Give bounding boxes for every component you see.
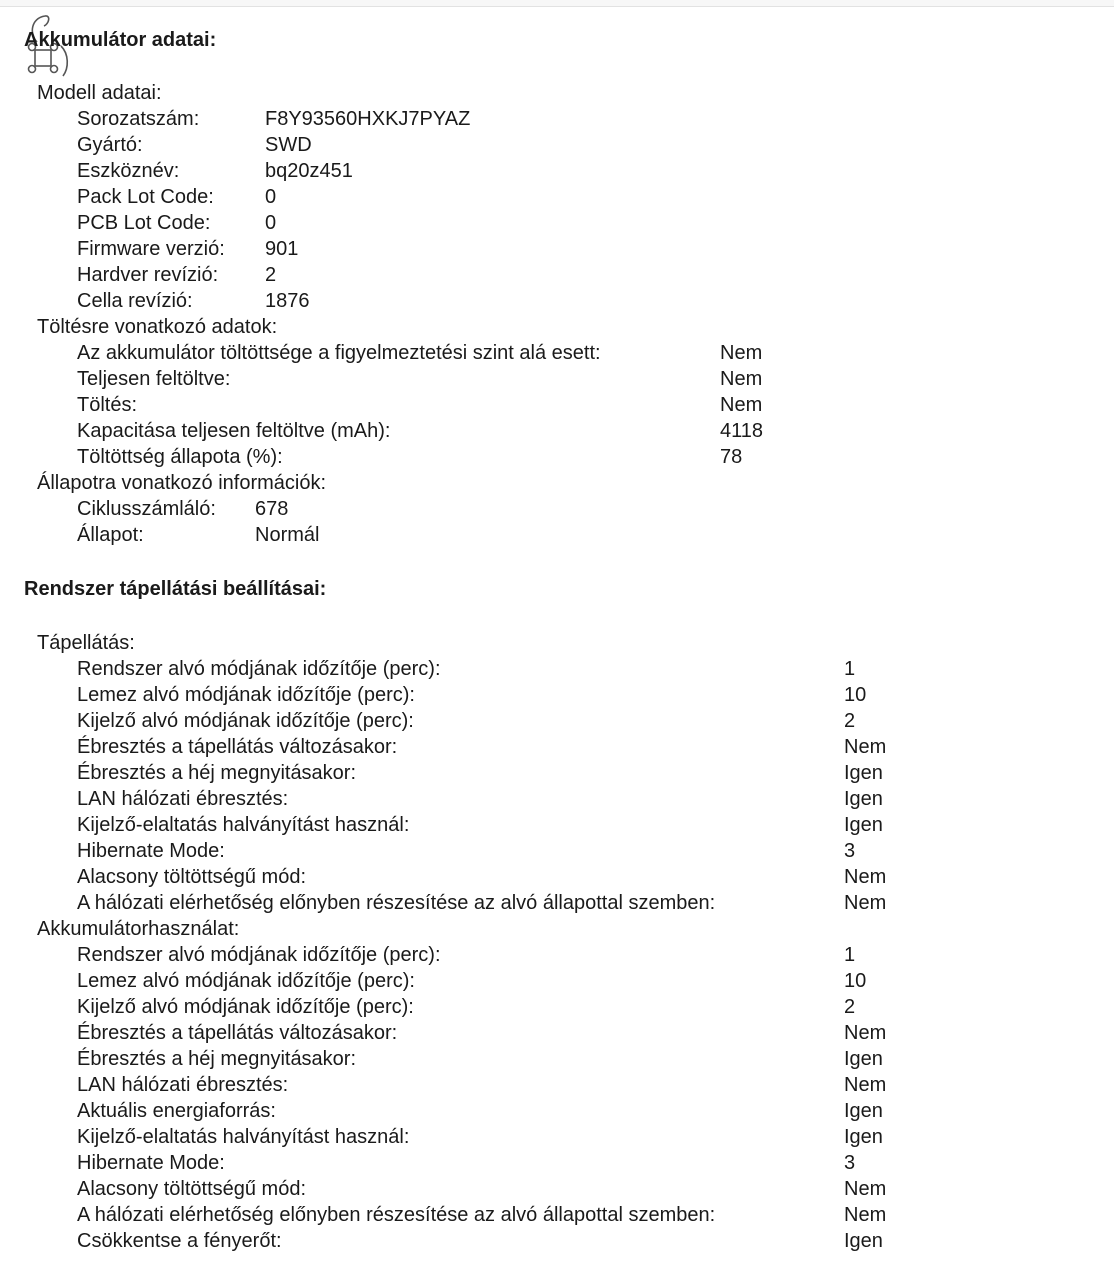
info-value: 901 (265, 238, 299, 260)
model-info-group: Modell adatai: (37, 82, 162, 104)
info-value: 78 (720, 446, 743, 468)
info-key: Ébresztés a héj megnyitásakor: (77, 762, 357, 784)
info-key: Lemez alvó módjának időzítője (perc): (77, 970, 415, 992)
info-value: Nem (720, 394, 763, 416)
info-value: Igen (844, 788, 883, 810)
info-value: 2 (844, 996, 856, 1018)
info-key: Rendszer alvó módjának időzítője (perc): (77, 944, 441, 966)
info-value: bq20z451 (265, 160, 353, 182)
info-value: Normál (255, 524, 320, 546)
info-key: Ébresztés a héj megnyitásakor: (77, 1048, 357, 1070)
info-value: 2 (265, 264, 277, 286)
info-value: 10 (844, 684, 867, 706)
info-key: Ciklusszámláló: (77, 498, 216, 520)
info-value: Nem (844, 1178, 887, 1200)
info-value: Nem (844, 866, 887, 888)
info-key: A hálózati elérhetőség előnyben részesítése az alvó állapottal szemben: (77, 1204, 716, 1226)
health-info-group: Állapotra vonatkozó információk: (37, 472, 327, 494)
info-value: Igen (844, 1100, 883, 1122)
window-top-edge (0, 0, 1114, 7)
info-value: Nem (844, 1074, 887, 1096)
info-key: A hálózati elérhetőség előnyben részesítése az alvó állapottal szemben: (77, 892, 716, 914)
info-value: Igen (844, 1126, 883, 1148)
info-key: Pack Lot Code: (77, 186, 214, 208)
info-key: Cella revízió: (77, 290, 193, 312)
info-value: Igen (844, 1230, 883, 1252)
info-key: Töltöttség állapota (%): (77, 446, 283, 468)
info-key: LAN hálózati ébresztés: (77, 1074, 289, 1096)
info-value: Nem (844, 736, 887, 758)
info-key: Kapacitása teljesen feltöltve (mAh): (77, 420, 391, 442)
info-value: 678 (255, 498, 289, 520)
info-key: Töltés: (77, 394, 138, 416)
info-key: Az akkumulátor töltöttsége a figyelmeztetési szint alá esett: (77, 342, 601, 364)
info-value: Nem (844, 1204, 887, 1226)
info-value: Nem (720, 342, 763, 364)
info-key: Rendszer alvó módjának időzítője (perc): (77, 658, 441, 680)
info-key: Gyártó: (77, 134, 143, 156)
info-value: SWD (265, 134, 312, 156)
ac-power-group: Tápellátás: (37, 632, 135, 654)
info-key: Ébresztés a tápellátás változásakor: (77, 1022, 398, 1044)
info-value: 10 (844, 970, 867, 992)
info-key: Kijelző-elaltatás halványítást használ: (77, 1126, 410, 1148)
info-key: Kijelző-elaltatás halványítást használ: (77, 814, 410, 836)
info-value: Nem (720, 368, 763, 390)
power-settings-title: Rendszer tápellátási beállításai: (24, 578, 327, 600)
info-value: 3 (844, 840, 856, 862)
info-key: PCB Lot Code: (77, 212, 211, 234)
info-key: Sorozatszám: (77, 108, 200, 130)
info-value: Igen (844, 814, 883, 836)
info-key: Hibernate Mode: (77, 1152, 225, 1174)
info-key: Kijelző alvó módjának időzítője (perc): (77, 710, 414, 732)
info-value: 1 (844, 658, 856, 680)
info-key: Aktuális energiaforrás: (77, 1100, 276, 1122)
info-value: 0 (265, 212, 277, 234)
info-value: F8Y93560HXKJ7PYAZ (265, 108, 471, 130)
info-key: LAN hálózati ébresztés: (77, 788, 289, 810)
info-key: Alacsony töltöttségű mód: (77, 1178, 307, 1200)
info-value: 1 (844, 944, 856, 966)
info-value: Nem (844, 892, 887, 914)
info-key: Hardver revízió: (77, 264, 219, 286)
info-key: Hibernate Mode: (77, 840, 225, 862)
info-value: 1876 (265, 290, 310, 312)
info-value: 0 (265, 186, 277, 208)
info-value: 3 (844, 1152, 856, 1174)
info-key: Állapot: (77, 524, 144, 546)
info-value: Igen (844, 762, 883, 784)
info-key: Kijelző alvó módjának időzítője (perc): (77, 996, 414, 1018)
charge-info-group: Töltésre vonatkozó adatok: (37, 316, 278, 338)
info-key: Alacsony töltöttségű mód: (77, 866, 307, 888)
info-value: Nem (844, 1022, 887, 1044)
info-key: Ébresztés a tápellátás változásakor: (77, 736, 398, 758)
info-key: Csökkentse a fényerőt: (77, 1230, 282, 1252)
info-value: Igen (844, 1048, 883, 1070)
info-key: Teljesen feltöltve: (77, 368, 231, 390)
info-key: Eszköznév: (77, 160, 180, 182)
info-value: 4118 (720, 420, 764, 442)
info-value: 2 (844, 710, 856, 732)
info-key: Lemez alvó módjának időzítője (perc): (77, 684, 415, 706)
info-key: Firmware verzió: (77, 238, 225, 260)
battery-power-group: Akkumulátorhasználat: (37, 918, 240, 940)
battery-info-title: Akkumulátor adatai: (24, 29, 217, 51)
